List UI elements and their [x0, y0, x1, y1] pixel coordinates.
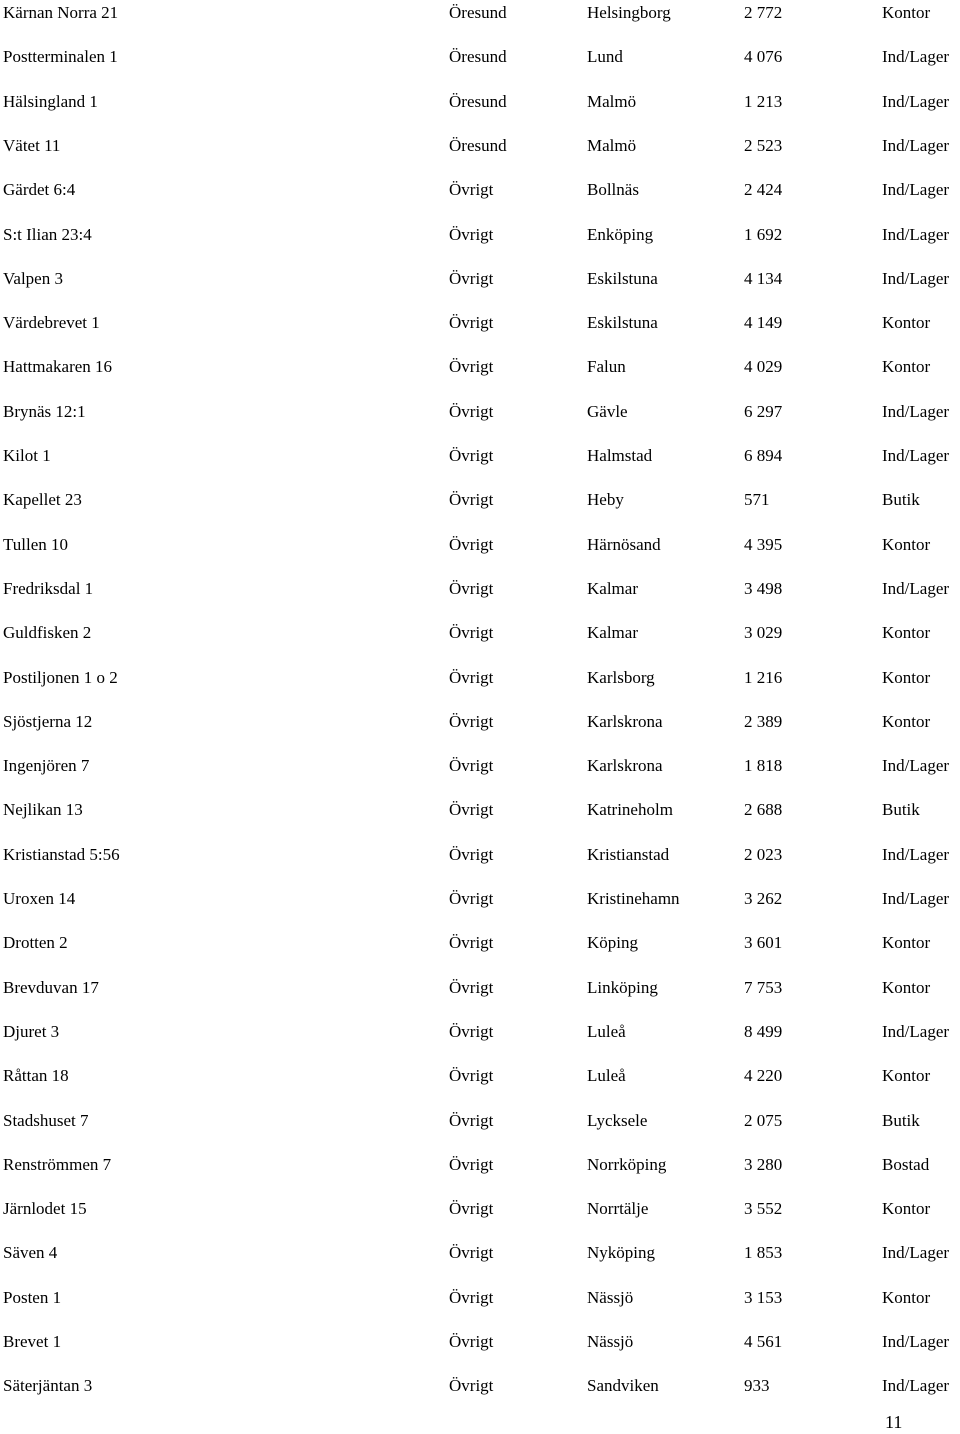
property-name-cell: S:t Ilian 23:4 [3, 225, 92, 244]
area-cell: 3 498 [744, 579, 783, 598]
table-row [0, 533, 960, 557]
table-row [0, 798, 960, 822]
area-cell: 1 213 [744, 92, 783, 111]
city-cell: Helsingborg [587, 3, 671, 22]
table-row [0, 267, 960, 291]
property-name-cell: Råttan 18 [3, 1066, 69, 1085]
city-cell: Kristianstad [587, 845, 670, 864]
property-type-cell: Ind/Lager [882, 136, 950, 155]
property-name-cell: Säterjäntan 3 [3, 1376, 93, 1395]
city-cell: Karlsborg [587, 668, 655, 687]
property-name-cell: Renströmmen 7 [3, 1155, 112, 1174]
area-cell: 3 552 [744, 1199, 783, 1218]
area-cell: 6 894 [744, 446, 783, 465]
region-cell: Övrigt [449, 712, 494, 731]
property-type-cell: Butik [882, 1111, 920, 1130]
property-type-cell: Ind/Lager [882, 579, 950, 598]
area-cell: 3 029 [744, 623, 783, 642]
property-name-cell: Brynäs 12:1 [3, 402, 86, 421]
property-name-cell: Järnlodet 15 [3, 1199, 87, 1218]
property-name-cell: Värdebrevet 1 [3, 313, 100, 332]
area-cell: 2 523 [744, 136, 783, 155]
property-type-cell: Butik [882, 490, 920, 509]
region-cell: Övrigt [449, 1376, 494, 1395]
property-type-cell: Ind/Lager [882, 446, 950, 465]
area-cell: 3 262 [744, 889, 783, 908]
area-cell: 3 601 [744, 933, 783, 952]
region-cell: Öresund [449, 136, 507, 155]
region-cell: Övrigt [449, 579, 494, 598]
city-cell: Kristinehamn [587, 889, 680, 908]
region-cell: Övrigt [449, 490, 494, 509]
area-cell: 7 753 [744, 978, 783, 997]
city-cell: Luleå [587, 1066, 626, 1085]
region-cell: Övrigt [449, 845, 494, 864]
property-type-cell: Kontor [882, 535, 931, 554]
property-name-cell: Tullen 10 [3, 535, 69, 554]
property-type-cell: Ind/Lager [882, 1022, 950, 1041]
table-row [0, 90, 960, 114]
property-type-cell: Ind/Lager [882, 1376, 950, 1395]
property-type-cell: Kontor [882, 357, 931, 376]
property-name-cell: Postiljonen 1 o 2 [3, 668, 118, 687]
property-name-cell: Nejlikan 13 [3, 800, 83, 819]
area-cell: 4 395 [744, 535, 783, 554]
region-cell: Övrigt [449, 357, 494, 376]
property-type-cell: Kontor [882, 1066, 931, 1085]
property-name-cell: Kristianstad 5:56 [3, 845, 120, 864]
area-cell: 933 [744, 1376, 770, 1395]
city-cell: Nässjö [587, 1332, 634, 1351]
area-cell: 2 688 [744, 800, 783, 819]
property-name-cell: Kilot 1 [3, 446, 51, 465]
table-row [0, 311, 960, 335]
table-row [0, 1241, 960, 1265]
table-row [0, 444, 960, 468]
table-row [0, 710, 960, 734]
table-row [0, 976, 960, 1000]
region-cell: Öresund [449, 92, 507, 111]
property-name-cell: Kärnan Norra 21 [3, 3, 119, 22]
city-cell: Halmstad [587, 446, 653, 465]
area-cell: 4 561 [744, 1332, 783, 1351]
city-cell: Luleå [587, 1022, 626, 1041]
table-row [0, 134, 960, 158]
region-cell: Övrigt [449, 180, 494, 199]
city-cell: Köping [587, 933, 638, 952]
area-cell: 1 818 [744, 756, 783, 775]
property-type-cell: Ind/Lager [882, 845, 950, 864]
table-row [0, 754, 960, 778]
area-cell: 4 029 [744, 357, 783, 376]
city-cell: Heby [587, 490, 624, 509]
table-row [0, 1330, 960, 1354]
page-number: 11 [885, 1412, 903, 1432]
table-row [0, 1064, 960, 1088]
region-cell: Övrigt [449, 889, 494, 908]
region-cell: Övrigt [449, 1332, 494, 1351]
region-cell: Övrigt [449, 933, 494, 952]
city-cell: Norrköping [587, 1155, 667, 1174]
property-name-cell: Gärdet 6:4 [3, 180, 76, 199]
area-cell: 1 216 [744, 668, 783, 687]
city-cell: Kalmar [587, 623, 638, 642]
table-row [0, 887, 960, 911]
area-cell: 2 424 [744, 180, 783, 199]
property-type-cell: Kontor [882, 623, 931, 642]
city-cell: Katrineholm [587, 800, 673, 819]
region-cell: Övrigt [449, 756, 494, 775]
region-cell: Övrigt [449, 535, 494, 554]
property-name-cell: Postterminalen 1 [3, 47, 118, 66]
city-cell: Gävle [587, 402, 628, 421]
property-name-cell: Djuret 3 [3, 1022, 60, 1041]
property-type-cell: Ind/Lager [882, 225, 950, 244]
region-cell: Övrigt [449, 623, 494, 642]
property-type-cell: Ind/Lager [882, 1243, 950, 1262]
table-row [0, 488, 960, 512]
property-name-cell: Brevduvan 17 [3, 978, 99, 997]
region-cell: Övrigt [449, 1022, 494, 1041]
area-cell: 3 280 [744, 1155, 783, 1174]
area-cell: 2 772 [744, 3, 783, 22]
city-cell: Eskilstuna [587, 269, 658, 288]
property-type-cell: Ind/Lager [882, 1332, 950, 1351]
area-cell: 4 149 [744, 313, 783, 332]
property-name-cell: Säven 4 [3, 1243, 58, 1262]
city-cell: Enköping [587, 225, 654, 244]
property-type-cell: Kontor [882, 668, 931, 687]
property-type-cell: Bostad [882, 1155, 930, 1174]
region-cell: Övrigt [449, 402, 494, 421]
table-row [0, 1109, 960, 1133]
property-type-cell: Kontor [882, 313, 931, 332]
region-cell: Övrigt [449, 1155, 494, 1174]
property-type-cell: Kontor [882, 3, 931, 22]
table-row [0, 931, 960, 955]
property-type-cell: Kontor [882, 712, 931, 731]
city-cell: Linköping [587, 978, 658, 997]
property-type-cell: Ind/Lager [882, 756, 950, 775]
property-type-cell: Ind/Lager [882, 402, 950, 421]
city-cell: Sandviken [587, 1376, 659, 1395]
city-cell: Eskilstuna [587, 313, 658, 332]
property-name-cell: Ingenjören 7 [3, 756, 90, 775]
city-cell: Falun [587, 357, 626, 376]
table-row [0, 355, 960, 379]
city-cell: Kalmar [587, 579, 638, 598]
region-cell: Övrigt [449, 1199, 494, 1218]
table-row [0, 843, 960, 867]
city-cell: Lycksele [587, 1111, 648, 1130]
property-name-cell: Stadshuset 7 [3, 1111, 89, 1130]
property-name-cell: Vätet 11 [3, 136, 61, 155]
region-cell: Övrigt [449, 313, 494, 332]
table-row [0, 1020, 960, 1044]
area-cell: 571 [744, 490, 770, 509]
city-cell: Lund [587, 47, 623, 66]
area-cell: 3 153 [744, 1288, 783, 1307]
table-row [0, 577, 960, 601]
city-cell: Bollnäs [587, 180, 639, 199]
table-row [0, 621, 960, 645]
region-cell: Övrigt [449, 978, 494, 997]
region-cell: Övrigt [449, 1066, 494, 1085]
area-cell: 4 134 [744, 269, 783, 288]
table-row [0, 45, 960, 69]
property-name-cell: Valpen 3 [3, 269, 63, 288]
region-cell: Övrigt [449, 446, 494, 465]
area-cell: 2 389 [744, 712, 783, 731]
city-cell: Karlskrona [587, 756, 663, 775]
property-name-cell: Hattmakaren 16 [3, 357, 113, 376]
city-cell: Härnösand [587, 535, 661, 554]
property-type-cell: Kontor [882, 1288, 931, 1307]
region-cell: Övrigt [449, 1288, 494, 1307]
property-name-cell: Fredriksdal 1 [3, 579, 94, 598]
area-cell: 8 499 [744, 1022, 783, 1041]
property-type-cell: Ind/Lager [882, 180, 950, 199]
property-type-cell: Butik [882, 800, 920, 819]
city-cell: Malmö [587, 136, 637, 155]
area-cell: 1 853 [744, 1243, 783, 1262]
area-cell: 6 297 [744, 402, 783, 421]
city-cell: Nyköping [587, 1243, 655, 1262]
region-cell: Övrigt [449, 668, 494, 687]
region-cell: Öresund [449, 47, 507, 66]
property-name-cell: Hälsingland 1 [3, 92, 98, 111]
city-cell: Norrtälje [587, 1199, 649, 1218]
property-name-cell: Sjöstjerna 12 [3, 712, 93, 731]
table-row [0, 178, 960, 202]
property-type-cell: Ind/Lager [882, 889, 950, 908]
region-cell: Övrigt [449, 225, 494, 244]
city-cell: Nässjö [587, 1288, 634, 1307]
area-cell: 4 076 [744, 47, 783, 66]
table-row [0, 1, 960, 25]
city-cell: Karlskrona [587, 712, 663, 731]
table-row [0, 400, 960, 424]
property-type-cell: Kontor [882, 933, 931, 952]
property-type-cell: Ind/Lager [882, 269, 950, 288]
region-cell: Öresund [449, 3, 507, 22]
region-cell: Övrigt [449, 1111, 494, 1130]
region-cell: Övrigt [449, 1243, 494, 1262]
property-type-cell: Kontor [882, 1199, 931, 1218]
table-row [0, 666, 960, 690]
area-cell: 1 692 [744, 225, 783, 244]
area-cell: 4 220 [744, 1066, 783, 1085]
table-row [0, 223, 960, 247]
property-name-cell: Guldfisken 2 [3, 623, 92, 642]
region-cell: Övrigt [449, 269, 494, 288]
table-row [0, 1374, 960, 1398]
area-cell: 2 023 [744, 845, 783, 864]
table-row [0, 1153, 960, 1177]
property-name-cell: Brevet 1 [3, 1332, 62, 1351]
city-cell: Malmö [587, 92, 637, 111]
property-type-cell: Kontor [882, 978, 931, 997]
region-cell: Övrigt [449, 800, 494, 819]
property-name-cell: Uroxen 14 [3, 889, 76, 908]
property-type-cell: Ind/Lager [882, 47, 950, 66]
property-name-cell: Kapellet 23 [3, 490, 82, 509]
table-row [0, 1197, 960, 1221]
area-cell: 2 075 [744, 1111, 783, 1130]
property-name-cell: Drotten 2 [3, 933, 68, 952]
property-name-cell: Posten 1 [3, 1288, 62, 1307]
table-row [0, 1286, 960, 1310]
property-type-cell: Ind/Lager [882, 92, 950, 111]
